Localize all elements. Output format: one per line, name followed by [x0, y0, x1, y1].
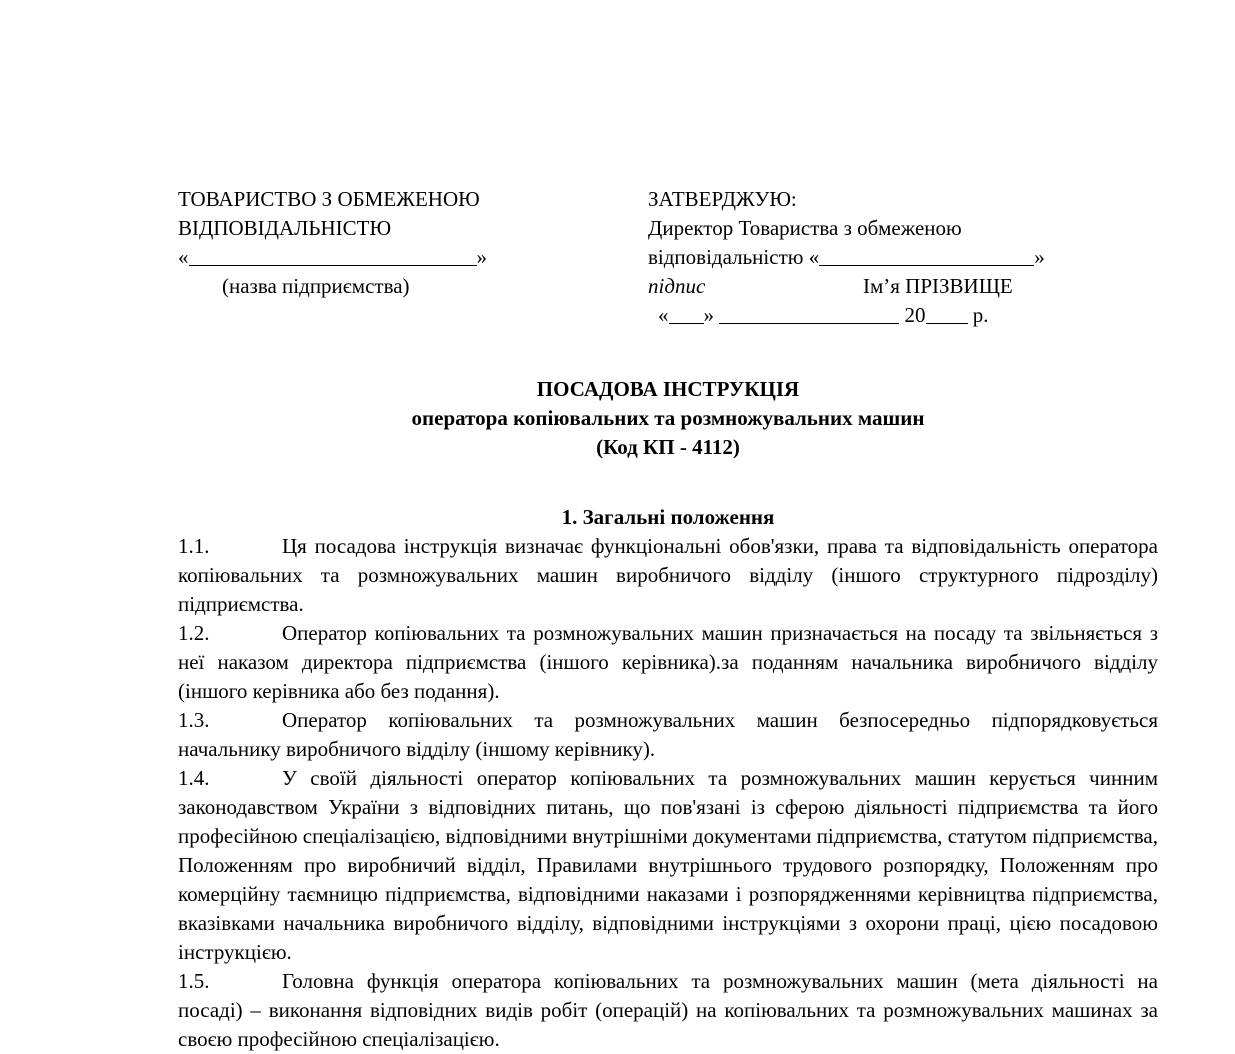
- approval-label: ЗАТВЕРДЖУЮ:: [648, 187, 797, 211]
- company-name-line-2: ВІДПОВІДАЛЬНІСТЮ: [178, 216, 392, 240]
- signature-caption-row: [648, 272, 1158, 301]
- paragraph-number-1-4: 1.4.: [178, 766, 210, 790]
- document-title-line-2: оператора копіювальних та розмножувальних машин: [411, 406, 925, 430]
- date-day-blank[interactable]: [669, 304, 704, 324]
- section-heading-general-provisions: 1. Загальні положення: [561, 505, 775, 529]
- date-quote-close: »: [703, 303, 714, 327]
- date-month-blank[interactable]: [719, 304, 899, 324]
- quote-close-right: »: [1034, 245, 1045, 269]
- paragraph-1-3: [178, 706, 1158, 764]
- quote-open-left: «: [178, 245, 189, 269]
- document-title-line-3: (Код КП - 4112): [596, 435, 740, 459]
- director-company-blank[interactable]: [819, 246, 1034, 266]
- director-line-2-prefix: відповідальністю: [648, 245, 804, 269]
- date-quote-open: «: [658, 303, 669, 327]
- header-right-block: [648, 185, 1158, 330]
- director-name-caption: Ім’я ПРІЗВИЩЕ: [863, 274, 1013, 298]
- date-year-blank[interactable]: [926, 304, 968, 324]
- paragraph-number-1-5: 1.5.: [178, 969, 210, 993]
- paragraph-text-1-5: Головна функція оператора копіювальних та розмножувальних машин (мета діяльності на посаді) – виконання відповідних видів робіт (операцій) на копіювальних та розмножувальних машинах за своєю професійною спеціалізацією.: [178, 969, 1158, 1051]
- company-name-fill-line: [178, 243, 648, 272]
- paragraph-text-1-1: Ця посадова інструкція визначає функціональні обов'язки, права та відповідальність оператора копіювальних та розмножувальних машин виробничого відділу (іншого структурного підрозділу) підприємства.: [178, 534, 1158, 616]
- paragraph-number-1-2: 1.2.: [178, 621, 210, 645]
- header-left-block: [178, 185, 648, 301]
- document-title: [178, 375, 1158, 462]
- paragraph-1-2: [178, 619, 1158, 706]
- paragraph-text-1-3: Оператор копіювальних та розмножувальних машин безпосередньо підпорядковується начальнику виробничого відділу (іншому керівнику).: [178, 708, 1158, 761]
- paragraph-number-1-3: 1.3.: [178, 708, 210, 732]
- quote-close-left: »: [476, 245, 487, 269]
- director-line-1: Директор Товариства з обмеженою: [648, 216, 962, 240]
- document-header: [178, 185, 1158, 330]
- document-title-line-1: ПОСАДОВА ІНСТРУКЦІЯ: [536, 377, 800, 401]
- document-body: [178, 532, 1158, 1054]
- quote-open-right: «: [808, 245, 820, 269]
- paragraph-number-1-1: 1.1.: [178, 534, 210, 558]
- director-line-2: [648, 243, 1158, 272]
- company-name-line-1: ТОВАРИСТВО З ОБМЕЖЕНОЮ: [178, 187, 480, 211]
- date-year-prefix: 20: [904, 303, 926, 327]
- signature-caption: підпис: [648, 274, 706, 298]
- paragraph-1-5: [178, 967, 1158, 1054]
- company-name-blank[interactable]: [189, 246, 477, 266]
- paragraph-text-1-4: У своїй діяльності оператор копіювальних та розмножувальних машин керується чинним законодавством України з відповідних питань, що пов'язані із сферою діяльності підприємства та його професійною спеціалізацією, відповідними внутрішніми документами підприємства, статутом підприємства, Положенням про виробничий відділ, Правилами внутрішнього трудового розпорядку, Положенням про комерційну таємницю підприємства, відповідними наказами і розпорядженнями керівництва підприємства, вказівками начальника виробничого відділу, відповідними інструкціями з охорони праці, цією посадовою інструкцією.: [178, 766, 1158, 964]
- approval-date-row: [648, 301, 1158, 330]
- paragraph-1-4: [178, 764, 1158, 967]
- paragraph-text-1-2: Оператор копіювальних та розмножувальних машин призначається на посаду та звільняється з неї наказом директора підприємства (іншого керівника).за поданням начальника виробничого відділу (іншого керівника або без подання).: [178, 621, 1158, 703]
- company-name-caption: (назва підприємства): [222, 274, 410, 298]
- paragraph-1-1: [178, 532, 1158, 619]
- date-year-suffix: р.: [972, 303, 989, 327]
